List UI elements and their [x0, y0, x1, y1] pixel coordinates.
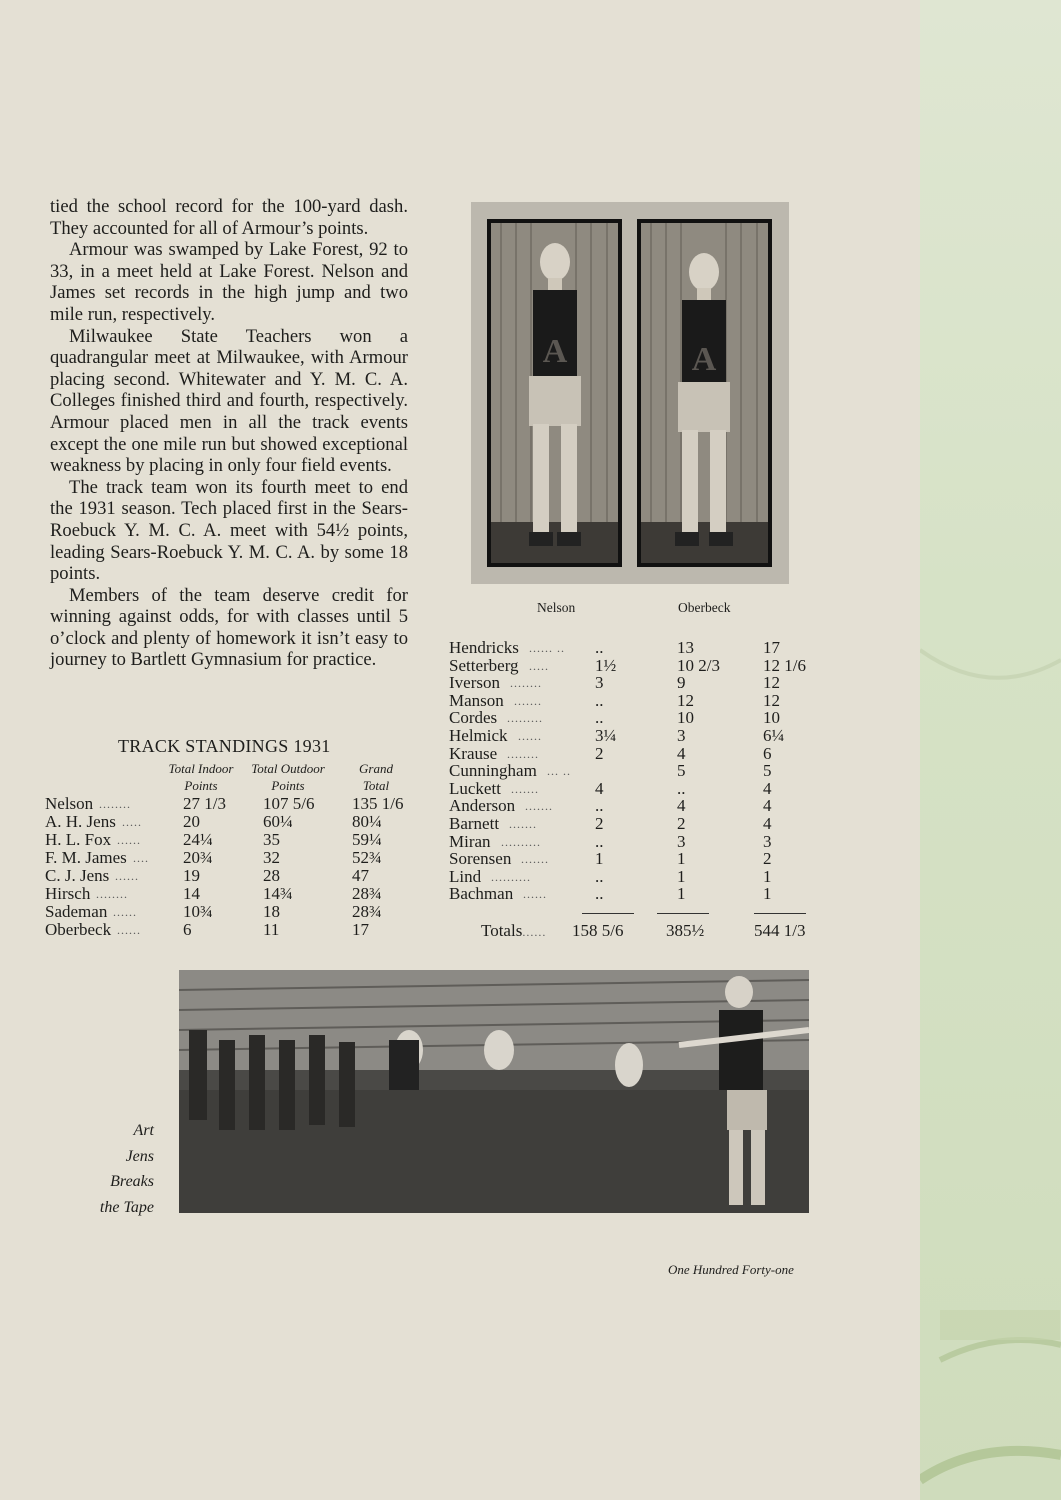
standings-row	[45, 830, 425, 848]
indoor-points: 1½	[595, 655, 617, 675]
grand-total: 80¼	[352, 812, 382, 831]
page-edge-decoration	[920, 0, 1061, 1500]
points-row	[449, 708, 829, 726]
outdoor-points: 1	[677, 866, 686, 886]
edge-shapes	[920, 0, 1061, 1500]
standings-row	[45, 884, 425, 902]
grand-total: 1	[763, 884, 772, 904]
leader-dots: ......	[117, 833, 141, 847]
indoor-points: 20	[183, 812, 200, 831]
athlete-name: Cunningham	[449, 761, 537, 781]
points-row	[449, 884, 829, 902]
athlete-name: Miran	[449, 831, 491, 851]
leader-dots: .....	[122, 815, 142, 829]
caption-line-3: Breaks	[110, 1173, 154, 1190]
grand-total: 47	[352, 866, 369, 885]
athlete-name: Anderson	[449, 796, 516, 816]
leader-dots: ...... ..	[529, 641, 565, 655]
athlete-name: Manson	[449, 690, 504, 710]
points-row	[449, 656, 829, 674]
leader-dots: ........	[510, 676, 542, 691]
outdoor-points: 10	[677, 708, 694, 728]
standings-row	[45, 794, 425, 812]
indoor-points: 14	[183, 884, 200, 903]
outdoor-points: 1	[677, 884, 686, 904]
athlete-name: H. L. Fox	[45, 830, 112, 849]
indoor-points: 20¾	[183, 848, 213, 867]
leader-dots: .......	[509, 817, 537, 831]
indoor-points: 4	[595, 778, 604, 798]
grand-total: 28¾	[352, 902, 382, 921]
points-row	[449, 779, 829, 797]
grand-total: 12	[763, 673, 780, 693]
athlete-name: Krause	[449, 743, 498, 763]
leader-dots: ... ..	[547, 764, 571, 779]
athlete-name: Barnett	[449, 814, 500, 833]
paragraph-3: Milwaukee State Teachers won a quadrangular meet at Milwaukee, with Armour placing second. Whitewater and Y. M. C. A. Colleges finished third and fourth, respectively. Armour placed men in all the track events except the one mile run but showed exceptional weakness by placing in only four field events.	[50, 325, 408, 477]
leader-dots: .......	[521, 852, 549, 867]
athlete-name: Hendricks	[449, 638, 519, 657]
grand-total: 6¼	[763, 726, 785, 745]
header-outdoor: Total Outdoor Points	[251, 761, 325, 793]
athlete-name: Sademan	[45, 902, 108, 921]
outdoor-points: 107 5/6	[263, 794, 315, 813]
outdoor-points: 11	[263, 920, 280, 939]
indoor-points: 19	[183, 866, 200, 885]
indoor-points: 2	[595, 814, 604, 833]
portrait-photo	[471, 202, 789, 584]
indoor-points: ..	[595, 866, 604, 886]
athlete-name: Sorensen	[449, 849, 512, 869]
leader-dots: .........	[507, 711, 543, 726]
leader-dots: ..........	[491, 869, 531, 884]
outdoor-points: 18	[263, 902, 280, 921]
outdoor-points: ..	[677, 778, 686, 798]
leader-dots: ........	[99, 797, 131, 811]
grand-total: 1	[763, 866, 772, 886]
total-rule-grand	[754, 913, 806, 914]
indoor-points: 27 1/3	[183, 794, 226, 813]
grand-total: 4	[763, 814, 772, 833]
indoor-points: ..	[595, 831, 604, 851]
athlete-name: C. J. Jens	[45, 866, 110, 885]
leader-dots: ....	[133, 851, 149, 865]
caption-nelson: Nelson	[537, 600, 576, 615]
totals-label-text: Totals	[481, 921, 523, 940]
grand-total: 28¾	[352, 884, 382, 903]
leader-dots: ......	[518, 729, 542, 743]
totals-grand: 544 1/3	[754, 921, 806, 940]
paragraph-1: tied the school record for the 100-yard dash. They accounted for all of Armour’s points.	[50, 196, 408, 239]
points-row	[449, 726, 829, 744]
outdoor-points: 5	[677, 761, 686, 781]
leader-dots: ......	[117, 923, 141, 937]
athlete-name: Bachman	[449, 884, 514, 904]
indoor-points: ..	[595, 796, 604, 816]
points-row	[449, 761, 829, 779]
svg-text:A: A	[542, 333, 568, 370]
outdoor-points: 1	[677, 849, 686, 869]
points-row	[449, 832, 829, 850]
caption-oberbeck: Oberbeck	[678, 600, 731, 615]
header-total: Grand Total	[359, 761, 393, 793]
outdoor-points: 32	[263, 848, 280, 867]
grand-total: 135 1/6	[352, 794, 404, 813]
athlete-name: Lind	[449, 866, 482, 886]
paragraph-4: The track team won its fourth meet to end the 1931 season. Tech placed first in the Sears-Roebuck Y. M. C. A. meet with 54½ points, leading Sears-Roebuck Y. M. C. A. by some 18 points.	[50, 476, 408, 585]
svg-text:A: A	[691, 341, 717, 378]
outdoor-points: 3	[677, 726, 686, 745]
athlete-name: Helmick	[449, 726, 508, 745]
outdoor-points: 12	[677, 690, 694, 710]
indoor-points: ..	[595, 708, 604, 728]
indoor-points: ..	[595, 884, 604, 904]
total-rule-outdoor	[657, 913, 709, 914]
grand-total: 10	[763, 708, 780, 728]
outdoor-points: 14¾	[263, 884, 293, 903]
grand-total: 4	[763, 796, 772, 816]
outdoor-points: 3	[677, 831, 686, 851]
caption-line-2: Jens	[125, 1147, 154, 1165]
athlete-name: Hirsch	[45, 884, 91, 903]
paragraph-2: Armour was swamped by Lake Forest, 92 to 33, in a meet held at Lake Forest. Nelson and James set records in the high jump and two mile run, respectively.	[50, 239, 408, 325]
grand-total: 4	[763, 778, 772, 798]
leader-dots: .....	[529, 658, 549, 673]
grand-total: 6	[763, 743, 772, 763]
paragraph-5: Members of the team deserve credit for winning against odds, for with classes until 5 o’clock and plenty of homework it isn’t easy to journey to Bartlett Gymnasium for practice.	[50, 584, 408, 671]
grand-total: 17	[763, 638, 780, 657]
points-row	[449, 638, 829, 656]
points-row	[449, 867, 829, 885]
points-row	[449, 814, 829, 832]
points-row	[449, 744, 829, 762]
outdoor-points: 13	[677, 638, 694, 657]
athlete-name: Oberbeck	[45, 920, 112, 939]
grand-total: 3	[763, 831, 772, 851]
indoor-points: ..	[595, 690, 604, 710]
athlete-name: Nelson	[45, 794, 94, 813]
standings-title: TRACK STANDINGS 1931	[118, 736, 331, 756]
standings-row	[45, 866, 425, 884]
grand-total: 59¼	[352, 830, 382, 849]
indoor-points: 2	[595, 743, 604, 763]
grand-total: 17	[352, 920, 369, 939]
leader-dots: .......	[525, 799, 553, 814]
outdoor-points: 10 2/3	[677, 655, 720, 675]
race-photo-caption	[80, 1118, 154, 1220]
leader-dots: ........	[507, 746, 539, 761]
totals-dots: ......	[522, 925, 547, 939]
total-rule-indoor	[582, 913, 634, 914]
athlete-name: Setterberg	[449, 655, 519, 675]
header-indoor: Total Indoor Points	[168, 761, 234, 793]
leader-dots: ......	[113, 905, 137, 919]
leader-dots: .......	[511, 781, 539, 796]
indoor-points: 1	[595, 849, 604, 869]
standings-row	[45, 812, 425, 830]
athlete-name: A. H. Jens	[45, 812, 116, 831]
standings-row	[45, 902, 425, 920]
caption-line-4: the Tape	[99, 1198, 154, 1216]
standings-row	[45, 848, 425, 866]
athlete-name: Cordes	[449, 708, 498, 728]
points-row	[449, 691, 829, 709]
leader-dots: ......	[523, 887, 547, 902]
race-finish-photo	[179, 970, 809, 1213]
indoor-points: 24¼	[183, 830, 213, 849]
standings-row	[45, 920, 425, 938]
grand-total: 5	[763, 761, 772, 781]
leader-dots: ......	[115, 869, 139, 883]
leader-dots: ..........	[501, 834, 541, 849]
page-number: One Hundred Forty-one	[668, 1262, 794, 1277]
leader-dots: ........	[96, 887, 128, 901]
points-row	[449, 673, 829, 691]
athlete-name: Luckett	[449, 778, 501, 798]
grand-total: 2	[763, 849, 772, 869]
grand-total: 12	[763, 690, 780, 710]
athlete-name: F. M. James	[45, 848, 127, 867]
totals-indoor: 158 5/6	[572, 921, 624, 940]
totals-outdoor: 385½	[666, 921, 705, 940]
indoor-points: 6	[183, 920, 192, 939]
grand-total: 52¾	[352, 848, 382, 867]
athlete-name: Iverson	[449, 673, 500, 693]
outdoor-points: 4	[677, 796, 686, 816]
caption-line-1: Art	[133, 1122, 154, 1139]
outdoor-points: 60¼	[263, 812, 293, 831]
indoor-points: ..	[595, 638, 604, 657]
article-body	[50, 196, 408, 671]
outdoor-points: 35	[263, 830, 280, 849]
indoor-points: 3	[595, 673, 604, 693]
points-row	[449, 849, 829, 867]
leader-dots: .......	[514, 693, 542, 708]
points-row	[449, 796, 829, 814]
outdoor-points: 9	[677, 673, 686, 693]
outdoor-points: 2	[677, 814, 686, 833]
indoor-points: 3¼	[595, 726, 617, 745]
outdoor-points: 28	[263, 866, 280, 885]
grand-total: 12 1/6	[763, 655, 806, 675]
totals-label	[481, 921, 546, 941]
outdoor-points: 4	[677, 743, 686, 763]
indoor-points: 10¾	[183, 902, 213, 921]
